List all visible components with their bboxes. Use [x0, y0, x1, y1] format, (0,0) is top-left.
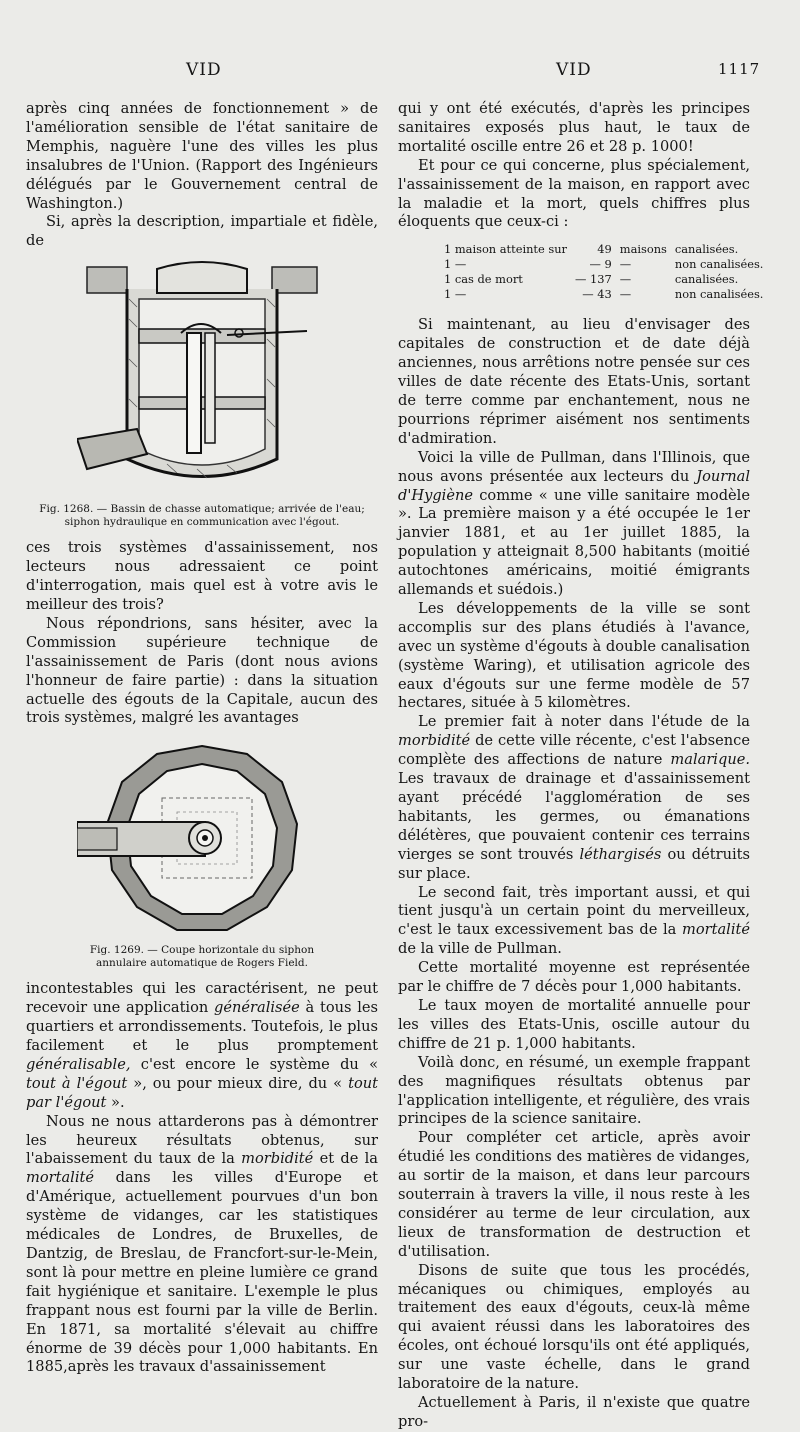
italic-term: morbidité — [241, 1150, 314, 1168]
paragraph: Actuellement à Paris, il n'existe que quatre pro- — [398, 1394, 750, 1430]
text-run: Voici la ville de Pullman, dans l'Illinois, que nous avons présentée aux lecteurs du — [398, 448, 750, 485]
paragraph: qui y ont été exécutés, d'après les principes sanitaires exposés plus haut, le taux de mortalité oscille entre 26 et 28 p. 1000! — [398, 100, 750, 155]
paragraph: Pour compléter cet article, après avoir étudié les conditions des matières de vidanges, au sortir de la maison, et dans leur parcours souterrain à travers la ville, il nous reste à les considérer au terme de leur circulation, aux lieux de transformation de destruction et d'utilisation. — [398, 1129, 750, 1260]
paragraph: ces trois systèmes d'assainissement, nos lecteurs nous adressaient ce point d'interrogation, mais quel est à votre avis le meilleur des trois? — [26, 539, 378, 613]
caption-text: — Bassin de chasse automatique; arrivée de l'eau; siphon hydraulique en communication avec l'égout. — [64, 503, 365, 529]
table-cell: 49 — [597, 242, 612, 257]
paragraph: Si maintenant, au lieu d'envisager des capitales de construction et de date déjà anciennes, nous arrêtions notre pensée sur ces villes de date récente des Etats-Unis, sortant de terre comme par enchantement, nous ne pourrions réprimer aisément nos sentiments d'admiration. — [398, 316, 750, 447]
text-run: comme « une ville sanitaire modèle ». La première maison y a été occupée le 1er janvier 1881, et au 1er juillet 1885, la population y atteignait 8,500 habitants (moitié autochtones américains, moitié émigrants allemands et suédois.) — [398, 486, 750, 599]
italic-term: morbidité — [398, 732, 471, 750]
running-header-left: VID — [186, 60, 222, 80]
right-column — [398, 100, 764, 1432]
paragraph: Les développements de la ville se sont accomplis sur des plans étudiés à l'avance, avec un système d'égouts à double canalisation (système Waring), et utilisation agricole des eaux d'égouts sur une ferme modèle de 57 hectares, située à 5 kilomètres. — [398, 599, 750, 712]
text-run: dans les villes d'Europe et d'Amérique, actuellement pourvues d'un bon système de vidanges, car les statistiques médicales de Londres, de Bruxelles, de Dantzig, de Breslau, de Francfort-sur-le-Mein, sont là pour mettre en pleine lumière ce grand fait hygiénique et sanitaire. L'exemple le plus frappant nous est fourni par la ville de Berlin. En 1871, sa mortalité s'élevait au chiffre énorme de 39 décès pour 1,000 habitants. En 1885,après les travaux d'assainissement — [26, 1169, 378, 1376]
table-cell: canalisées. — [674, 242, 739, 257]
text-run: Le premier fait à noter dans l'étude de la — [418, 713, 750, 731]
table-cell: — 137 — [575, 272, 612, 287]
paragraph: Cette mortalité moyenne est représentée par le chiffre de 7 décès pour 1,000 habitants. — [398, 959, 750, 996]
figure-1268-caption — [26, 503, 378, 529]
paragraph: Et pour ce qui concerne, plus spécialement, l'assainissement de la maison, en rapport avec la maladie et la mort, quels chiffres plus éloquents que ceux-ci : — [398, 156, 750, 231]
paragraph — [398, 884, 750, 960]
caption-line: annulaire automatique de Rogers Field. — [96, 957, 308, 970]
italic-term: malarique. — [670, 751, 750, 769]
table-cell: — — [619, 257, 632, 272]
paragraph: Nous répondrions, sans hésiter, avec la Commission supérieure technique de l'assainissement de Paris (dont nous avions l'honneur de faire partie) : dans la situation actuelle des égouts de la Capitale, aucun des trois systèmes, malgré les avantages — [26, 614, 378, 727]
table-row — [440, 257, 767, 272]
figure-1269-caption — [26, 944, 378, 970]
table-cell: 1 maison atteinte sur — [444, 242, 567, 257]
flush-tank-illustration — [77, 259, 327, 497]
figure-label: Fig. 1268. — [39, 503, 94, 516]
table-cell: canalisées. — [674, 272, 739, 287]
table-cell: — 9 — [589, 257, 612, 272]
page-number: 1117 — [718, 60, 761, 78]
text-run: ». — [106, 1093, 125, 1111]
table-cell: — — [619, 272, 632, 287]
figure-1269 — [26, 742, 378, 938]
text-run: et de la — [313, 1150, 379, 1168]
table-cell: — — [619, 287, 632, 302]
table-cell: 1 cas de mort — [444, 272, 523, 287]
text-run: », ou pour mieux dire, du « — [127, 1074, 349, 1092]
text-run: Les travaux de drainage et d'assainissement ayant précédé l'agglomération de ses habitants, les germes, ou émanations délétères, que pouvaient contenir ces terrains vierges se sont trouvés — [398, 770, 750, 863]
italic-term: mortalité — [26, 1169, 95, 1187]
running-header-right: VID — [556, 60, 592, 80]
text-run: c'est encore le système du « — [130, 1055, 378, 1073]
table-cell: 1 — — [444, 257, 467, 272]
caption-line: Fig. 1269. — Coupe horizontale du siphon — [89, 944, 315, 957]
table-cell: non canalisées. — [674, 287, 764, 302]
paragraph: Voilà donc, en résumé, un exemple frappant des magnifiques résultats obtenus par l'application intelligente, et régulière, des vrais principes de la science sanitaire. — [398, 1053, 750, 1128]
paragraph — [398, 449, 750, 600]
paragraph — [26, 980, 378, 1112]
italic-term: Journal d'Hygiène — [398, 467, 750, 504]
paragraph — [398, 713, 750, 883]
paragraph — [26, 1113, 378, 1378]
table-cell: — 43 — [582, 287, 612, 302]
table-row — [440, 287, 767, 302]
figure-1268 — [26, 259, 378, 497]
text-run: de la ville de Pullman. — [398, 940, 562, 958]
table-cell: maisons — [619, 242, 667, 257]
italic-term: généralisée — [214, 999, 300, 1017]
paragraph: Si, après la description, impartiale et fidèle, de — [26, 213, 378, 250]
table-row — [440, 272, 767, 287]
left-column — [26, 100, 378, 1377]
text-run: ou détruits sur place. — [398, 845, 750, 882]
paragraph: après cinq années de fonctionnement » de l'amélioration sensible de l'état sanitaire de Memphis, naguère l'une des villes les plus insalubres de l'Union. (Rapport des Ingénieurs délégués par le Gouvernement central de Washington.) — [26, 100, 378, 212]
annular-siphon-illustration — [77, 742, 327, 938]
table-cell: 1 — — [444, 287, 467, 302]
italic-term: généralisable, — [26, 1055, 131, 1073]
text-run: à tous les quartiers et arrondissements. Toutefois, le plus facilement et le plus promptement — [26, 999, 379, 1055]
text-run: Le second fait, très important aussi, et qui tient jusqu'à un certain point du merveilleux, c'est le taux excessivement bas de la — [398, 883, 750, 939]
italic-term: tout par l'égout — [26, 1074, 378, 1111]
paragraph: Le taux moyen de mortalité annuelle pour les villes des Etats-Unis, oscille autour du chiffre de 21 p. 1,000 habitants. — [398, 996, 750, 1052]
italic-term: tout à l'égout — [26, 1074, 128, 1092]
table-row — [440, 242, 767, 257]
text-run: Nous ne nous attarderons pas à démontrer les heureux résultats obtenus, sur l'abaissement du taux de la — [26, 1112, 378, 1168]
text-run: incontestables qui les caractérisent, ne peut recevoir une application — [26, 980, 378, 1017]
statistics-table — [440, 242, 767, 302]
table-cell: non canalisées. — [674, 257, 764, 272]
italic-term: léthargisés — [579, 845, 662, 863]
text-run: de cette ville récente, c'est l'absence complète des affections de nature — [398, 732, 750, 769]
paragraph: Disons de suite que tous les procédés, mécaniques ou chimiques, employés au traitement des eaux d'égouts, ceux-là même qui avaient réussi dans les laboratoires des écoles, ont échoué lorsqu'ils ont été appliqués, sur une vaste échelle, dans le grand laboratoire de la nature. — [398, 1261, 750, 1393]
italic-term: mortalité — [681, 921, 750, 939]
